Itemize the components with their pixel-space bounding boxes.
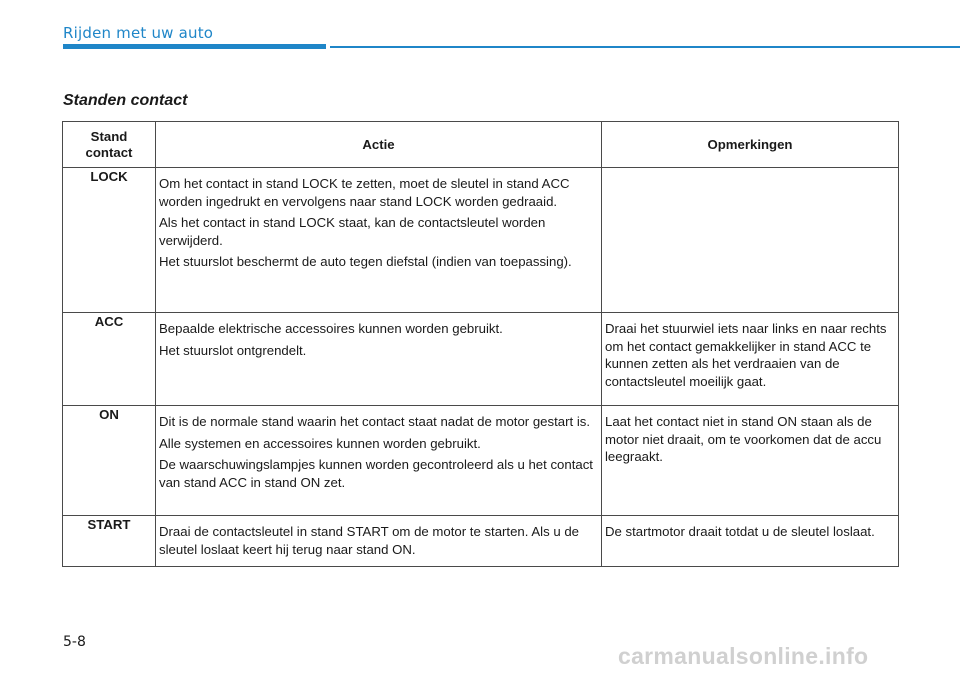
section-title: Standen contact [63, 92, 188, 109]
header-rule-thin [330, 46, 960, 48]
header-rule-thick [63, 44, 326, 49]
remarks-cell [602, 168, 899, 313]
action-text: Het stuurslot ontgrendelt. [159, 342, 307, 358]
action-cell [156, 313, 602, 406]
action-text: Als het contact in stand LOCK staat, kan de contactsleutel worden verwijderd. [159, 215, 546, 248]
action-text: Dit is de normale stand waarin het contact staat nadat de motor gestart is. [159, 414, 591, 429]
table-header-row [63, 122, 899, 168]
page-number: 5-8 [63, 634, 86, 650]
remarks-cell: Laat het contact niet in stand ON staan als de motor niet draait, om te voorkomen dat de accu leegraakt. [602, 406, 899, 516]
remarks-cell: De startmotor draait totdat u de sleutel loslaat. [602, 516, 899, 567]
action-cell [156, 168, 602, 313]
remarks-cell: Draai het stuurwiel iets naar links en naar rechts om het contact gemakkelijker in stand ACC te kunnen zetten als het verdraaien van de contactsleutel moeilijk gaat. [602, 313, 899, 406]
action-cell [156, 406, 602, 516]
action-text: De waarschuwingslampjes kunnen worden gecontroleerd als u het contact van stand ACC in stand ON zet. [159, 457, 593, 490]
action-text: Het stuurslot beschermt de auto tegen diefstal (indien van toepassing). [159, 254, 572, 269]
action-text: Alle systemen en accessoires kunnen worden gebruikt. [159, 435, 481, 451]
header-opmerkingen: Opmerkingen [602, 122, 899, 168]
position-cell: ON [63, 406, 156, 516]
ignition-positions-table [62, 121, 899, 567]
position-cell: LOCK [63, 168, 156, 313]
header-actie: Actie [156, 122, 602, 168]
header-stand-contact: Stand contact [63, 122, 156, 168]
position-cell: ACC [63, 313, 156, 406]
action-text: Bepaalde elektrische accessoires kunnen worden gebruikt. [159, 321, 503, 336]
action-text: Om het contact in stand LOCK te zetten, moet de sleutel in stand ACC worden ingedrukt en vervolgens naar stand LOCK worden gedraaid. [159, 176, 570, 209]
position-cell: START [63, 516, 156, 567]
watermark: carmanualsonline.info [618, 643, 869, 669]
table-row-lock [63, 168, 899, 313]
chapter-title: Rijden met uw auto [63, 24, 214, 42]
table-row-start [63, 516, 899, 567]
table-row-on [63, 406, 899, 516]
action-cell [156, 516, 602, 567]
table-row-acc [63, 313, 899, 406]
action-text: Draai de contactsleutel in stand START om de motor te starten. Als u de sleutel loslaat keert hij terug naar stand ON. [159, 524, 580, 557]
